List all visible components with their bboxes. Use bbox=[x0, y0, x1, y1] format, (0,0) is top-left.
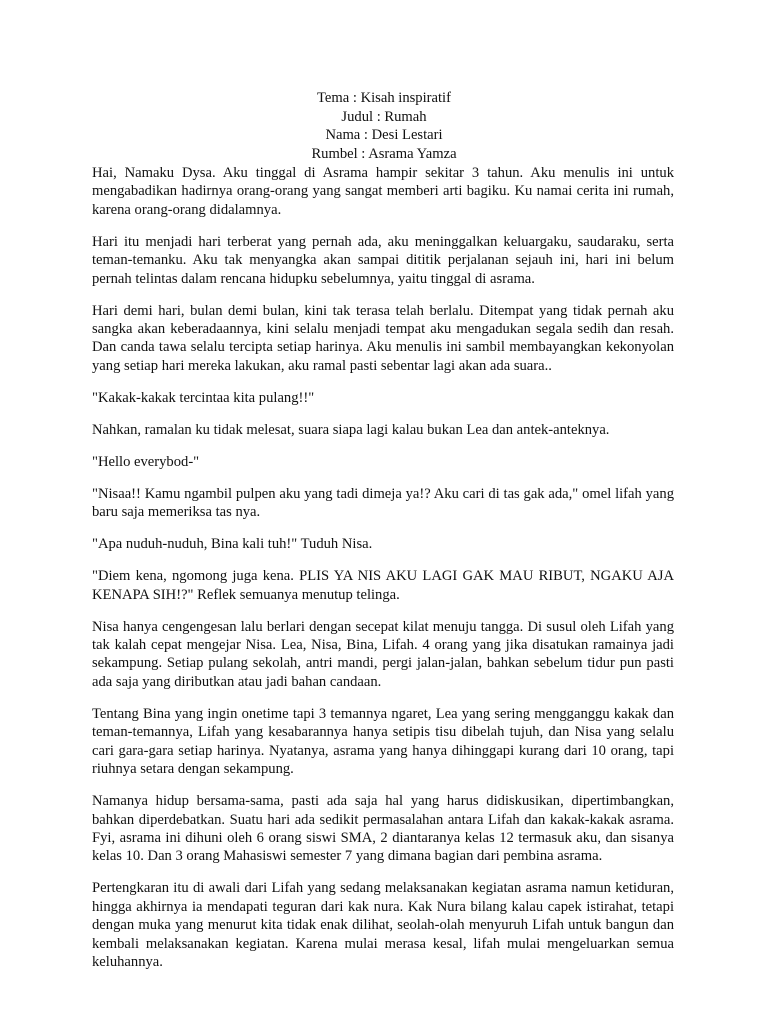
title-line: Judul : Rumah bbox=[341, 108, 427, 125]
paragraph: Hai, Namaku Dysa. Aku tinggal di Asrama hampir sekitar 3 tahun. Aku menulis ini untuk mengabadikan hadirnya orang-orang yang sangat memberi arti bagiku. Ku namai cerita ini rumah, karena orang-orang didalamnya. bbox=[92, 165, 674, 218]
paragraph: Namanya hidup bersama-sama, pasti ada saja hal yang harus didiskusikan, dipertimbangkan, bahkan diperdebatkan. Suatu hari ada sedikit permasalahan antara Lifah dan kakak-kakak asrama. Fyi, asrama ini dihuni oleh 6 orang siswi SMA, 2 diantaranya kelas 12 termasuk aku, dan sisanya kelas 10. Dan 3 orang Mahasiswi semester 7 yang dimana bagian dari pembina asrama. bbox=[92, 793, 674, 865]
paragraph: Pertengkaran itu di awali dari Lifah yang sedang melaksanakan kegiatan asrama namun ketiduran, hingga akhirnya ia mendapati teguran dari kak nura. Kak Nura bilang kalau capek istirahat, tetapi dengan muka yang menurut kita tidak enak dilihat, seolah-olah menyuruh Lifah untuk bangun dan kembali melaksanakan kegiatan. Karena mulai merasa kesal, lifah mulai mengeluarkan semua keluhannya. bbox=[92, 880, 674, 970]
paragraph: "Diem kena, ngomong juga kena. PLIS YA NIS AKU LAGI GAK MAU RIBUT, NGAKU AJA KENAPA SIH!?" Reflek semuanya menutup telinga. bbox=[92, 568, 674, 603]
theme-line: Tema : Kisah inspiratif bbox=[317, 90, 451, 106]
paragraph: "Nisaa!! Kamu ngambil pulpen aku yang tadi dimeja ya!? Aku cari di tas gak ada," omel lifah yang baru saja memeriksa tas nya. bbox=[92, 485, 674, 521]
document-header bbox=[0, 89, 768, 163]
paragraph: Nahkan, ramalan ku tidak melesat, suara siapa lagi kalau bukan Lea dan antek-anteknya. bbox=[92, 421, 610, 438]
paragraph: "Apa nuduh-nuduh, Bina kali tuh!" Tuduh Nisa. bbox=[92, 536, 373, 553]
paragraph: "Hello everybod-" bbox=[92, 453, 200, 470]
paragraph: "Kakak-kakak tercintaa kita pulang!!" bbox=[92, 389, 315, 406]
group-line: Rumbel : Asrama Yamza bbox=[311, 145, 457, 162]
story-body bbox=[92, 164, 674, 985]
paragraph: Hari demi hari, bulan demi bulan, kini tak terasa telah berlalu. Ditempat yang tidak pernah aku sangka akan keberadaannya, kini selalu menjadi tempat aku mengadukan segala sedih dan resah. Dan canda tawa selalu tercipta setiap harinya. Aku menulis ini sambil membayangkan kekonyolan yang setiap hari mereka lakukan, aku ramal pasti sebentar lagi akan ada suara.. bbox=[92, 302, 674, 374]
author-name-line: Nama : Desi Lestari bbox=[325, 127, 443, 143]
paragraph: Nisa hanya cengengesan lalu berlari dengan secepat kilat menuju tangga. Di susul oleh Lifah yang tak kalah cepat mengejar Nisa. Lea, Nisa, Bina, Lifah. 4 orang yang jika disatukan ramainya jadi sekampung. Setiap pulang sekolah, antri mandi, pergi jalan-jalan, bahkan sebelum tidur pun pasti ada saja yang diributkan atau jadi bahan candaan. bbox=[92, 618, 674, 690]
paragraph: Hari itu menjadi hari terberat yang pernah ada, aku meninggalkan keluargaku, saudaraku, serta teman-temanku. Aku tak menyangka akan sampai dititik perjalanan sejauh ini, hari ini belum pernah telintas dalam rencana hidupku sebelumnya, yaitu tinggal di asrama. bbox=[92, 233, 674, 287]
paragraph: Tentang Bina yang ingin onetime tapi 3 temannya ngaret, Lea yang sering mengganggu kakak dan teman-temannya, Lifah yang kesabarannya hanya setipis tisu dibelah tujuh, dan Nisa yang selalu cari gara-gara setiap harinya. Nyatanya, asrama yang hanya dihinggapi kurang dari 10 orang, tapi riuhnya setara dengan sekampung. bbox=[92, 705, 674, 778]
